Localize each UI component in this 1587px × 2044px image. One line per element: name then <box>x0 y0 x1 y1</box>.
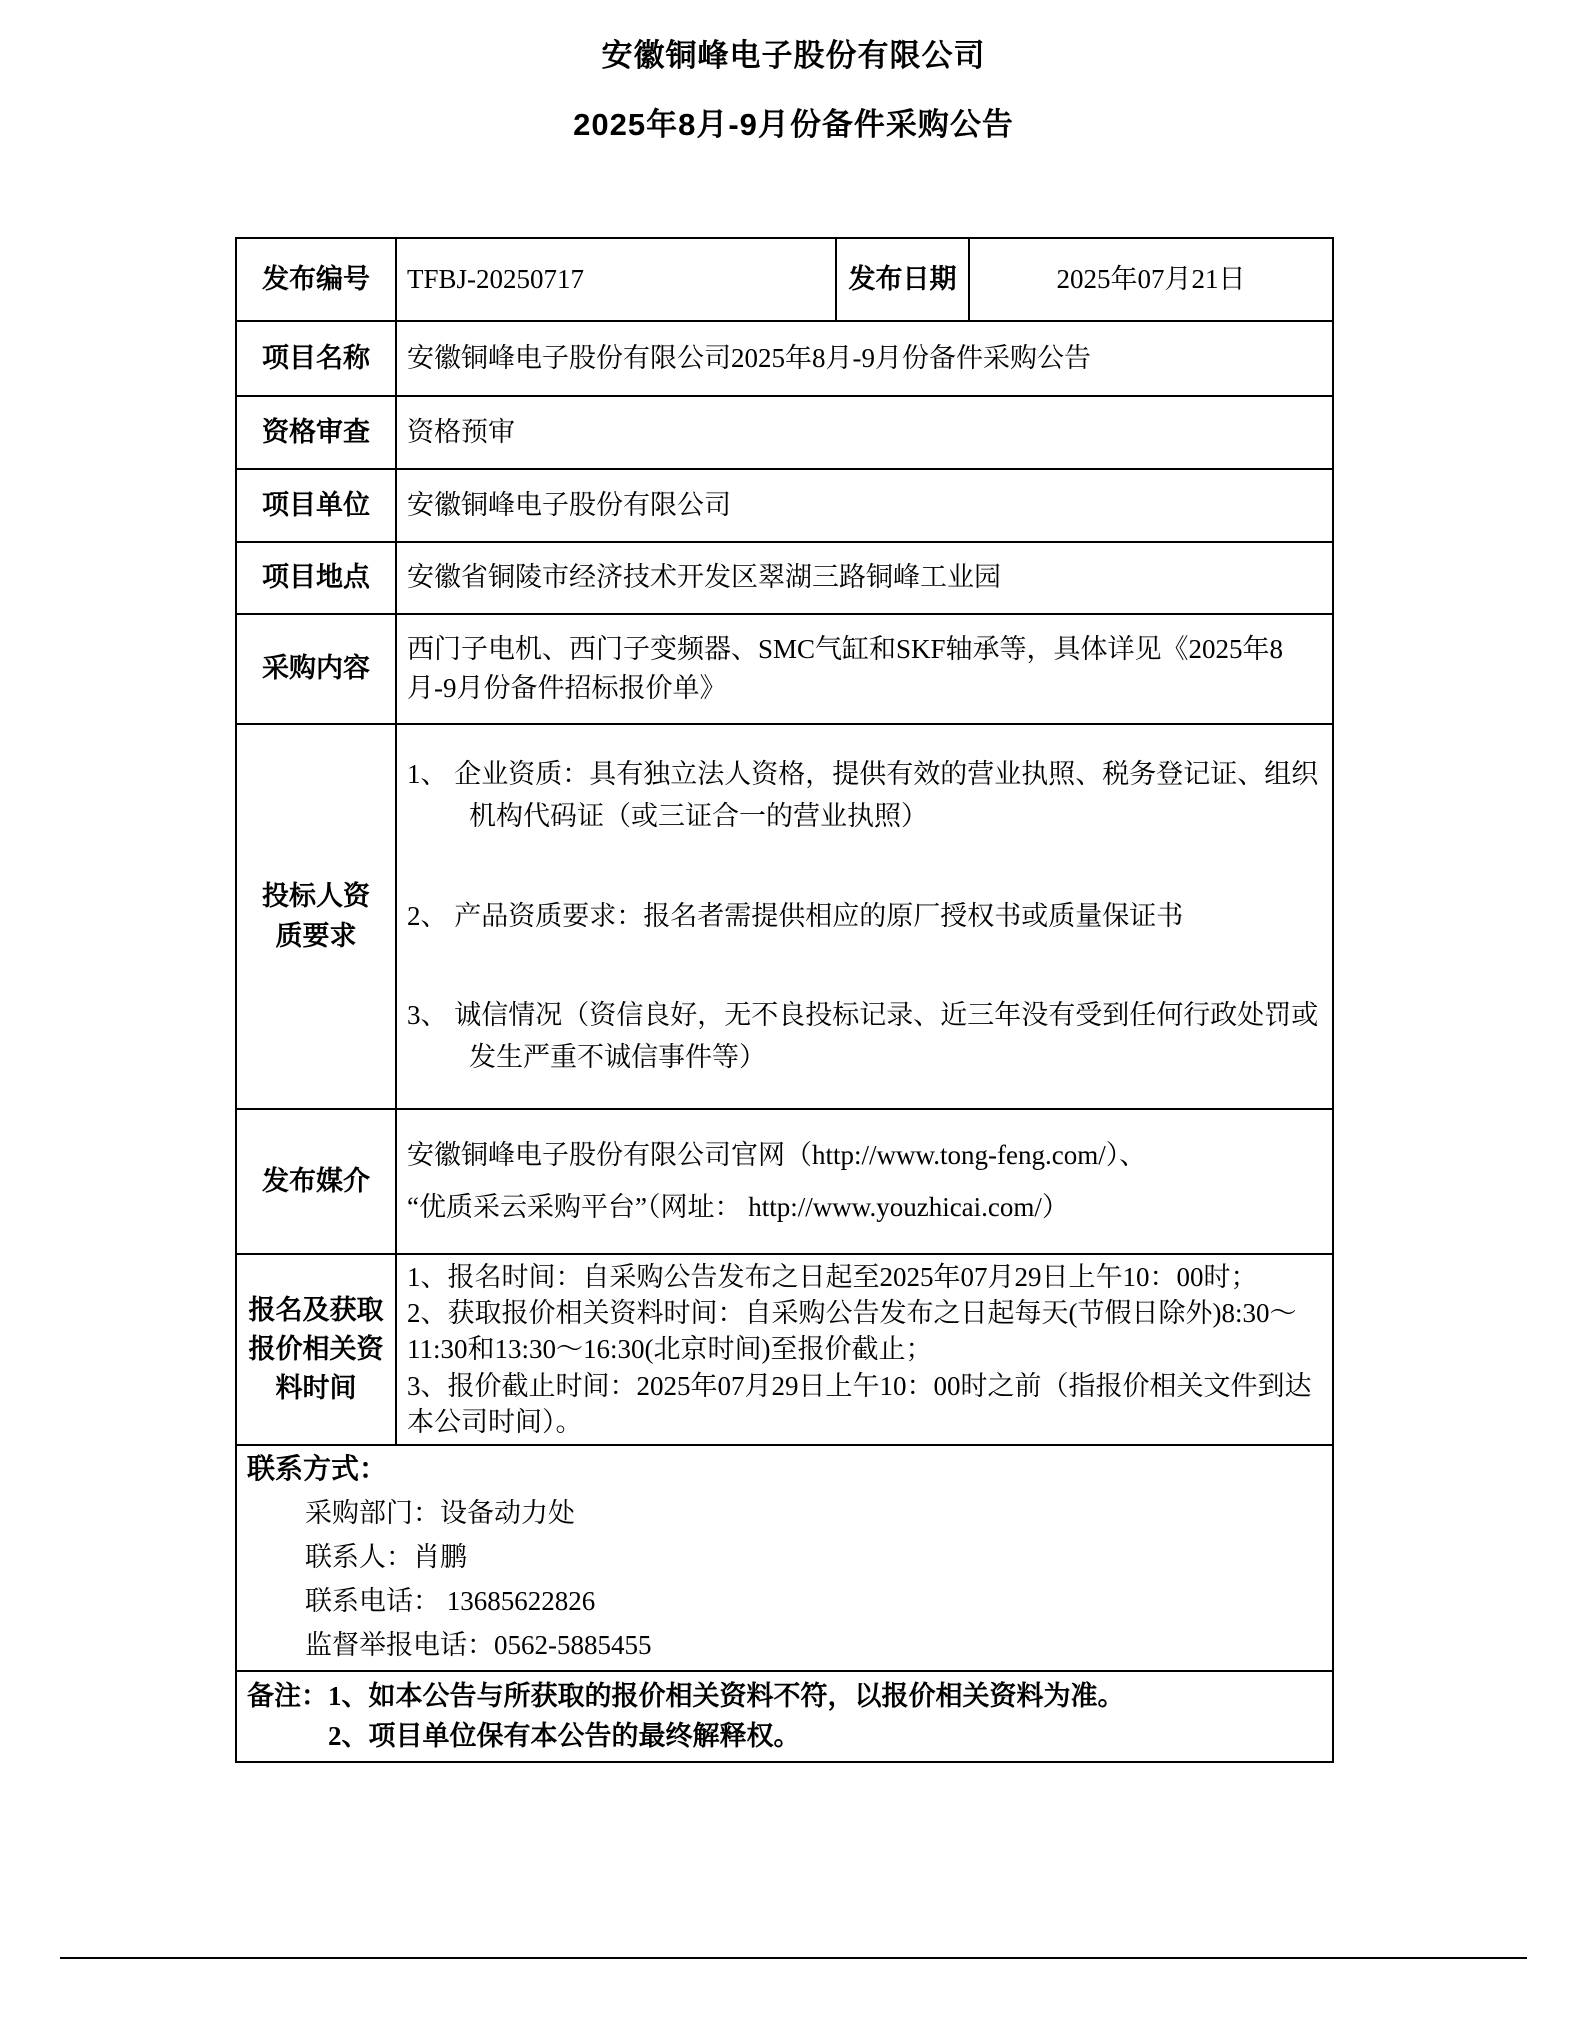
row-procurement-content <box>236 614 1333 724</box>
list-item: 料时间 <box>275 1373 357 1403</box>
publish-media-lines <box>407 1130 1322 1233</box>
qualification-review-label: 资格审查 <box>236 396 396 469</box>
bidder-qualifications-value <box>396 724 1333 1109</box>
list-item: 联系人：肖鹏 <box>305 1542 467 1573</box>
publish-date-value: 2025年07月21日 <box>969 238 1333 321</box>
list-item: 监督举报电话：0562-5885455 <box>305 1630 652 1661</box>
list-item: 3、 诚信情况（资信良好，无不良投标记录、近三年没有受到任何行政处罚或发生严重不诚信事件等） <box>407 1000 1319 1073</box>
procurement-content-value: 西门子电机、西门子变频器、SMC气缸和SKF轴承等，具体详见《2025年8月-9月份备件招标报价单》 <box>396 614 1333 724</box>
row-qualification-review <box>236 396 1333 469</box>
document-subtitle: 2025年8月-9月份备件采购公告 <box>573 107 1014 142</box>
contact-heading: 联系方式： <box>247 1453 388 1485</box>
row-project-name <box>236 321 1333 396</box>
contact-info-cell <box>236 1445 1333 1671</box>
row-contact-info <box>236 1445 1333 1671</box>
publish-media-label: 发布媒介 <box>236 1109 396 1254</box>
announcement-table <box>235 237 1334 1763</box>
list-item: 安徽铜峰电子股份有限公司官网（http://www.tong-feng.com/）、 <box>407 1140 1147 1171</box>
project-name-label: 项目名称 <box>236 321 396 396</box>
project-location-value: 安徽省铜陵市经济技术开发区翠湖三路铜峰工业园 <box>396 542 1333 614</box>
row-remarks <box>236 1671 1333 1762</box>
list-item: 联系电话： 13685622826 <box>305 1586 596 1617</box>
document-title: 安徽铜峰电子股份有限公司 <box>601 38 986 73</box>
list-item: 1、报名时间：自采购公告发布之日起至2025年07月29日上午10：00时； <box>407 1262 1258 1292</box>
list-item: 2、获取报价相关资料时间：自采购公告发布之日起每天(节假日除外)8:30～11:30和13:30～16:30(北京时间)至报价截止； <box>407 1298 1297 1365</box>
list-item: 报价相关资 <box>248 1333 384 1364</box>
bidder-qualification-items <box>407 754 1322 1079</box>
project-location-label: 项目地点 <box>236 542 396 614</box>
bidder-qualifications-label-lines <box>247 877 385 955</box>
registration-time-label <box>236 1254 396 1445</box>
qualification-review-value: 资格预审 <box>396 396 1333 469</box>
publish-media-value <box>396 1109 1333 1254</box>
row-project-location <box>236 542 1333 614</box>
registration-time-value <box>396 1254 1333 1445</box>
remarks-wrap <box>247 1676 1322 1757</box>
list-item: “优质采云采购平台”（网址： http://www.youzhicai.com/） <box>407 1191 1069 1222</box>
list-item: 2、项目单位保有本公告的最终解释权。 <box>328 1721 801 1752</box>
row-publish-media <box>236 1109 1333 1254</box>
list-item: 2、 产品资质要求：报名者需提供相应的原厂授权书或质量保证书 <box>407 900 1184 931</box>
registration-time-label-lines <box>247 1291 385 1408</box>
list-item: 1、 企业资质：具有独立法人资格，提供有效的营业执照、税务登记证、组织机构代码证（或三证合一的营业执照） <box>407 758 1319 831</box>
remarks-label: 备注： <box>247 1680 328 1711</box>
row-bidder-qualifications <box>236 724 1333 1109</box>
list-item: 报名及获取 <box>248 1294 384 1325</box>
bidder-qualifications-label <box>236 724 396 1109</box>
registration-time-items <box>407 1259 1322 1440</box>
project-unit-label: 项目单位 <box>236 469 396 542</box>
list-item: 投标人资 <box>262 881 370 912</box>
publish-no-label: 发布编号 <box>236 238 396 321</box>
list-item: 1、如本公告与所获取的报价相关资料不符，以报价相关资料为准。 <box>328 1680 1125 1711</box>
row-registration-time <box>236 1254 1333 1445</box>
publish-date-label: 发布日期 <box>836 238 969 321</box>
row-publish-no <box>236 238 1333 321</box>
footer-divider <box>60 1957 1527 1959</box>
project-name-value: 安徽铜峰电子股份有限公司2025年8月-9月份备件采购公告 <box>396 321 1333 396</box>
remarks-lines <box>328 1676 1125 1757</box>
remarks-cell <box>236 1671 1333 1762</box>
project-unit-value: 安徽铜峰电子股份有限公司 <box>396 469 1333 542</box>
procurement-content-label: 采购内容 <box>236 614 396 724</box>
row-project-unit <box>236 469 1333 542</box>
list-item: 采购部门：设备动力处 <box>305 1498 575 1529</box>
publish-no-value: TFBJ-20250717 <box>396 238 836 321</box>
contact-lines <box>247 1494 1322 1666</box>
list-item: 3、报价截止时间：2025年07月29日上午10：00时之前（指报价相关文件到达本公司时间）。 <box>407 1370 1312 1437</box>
list-item: 质要求 <box>275 920 357 951</box>
